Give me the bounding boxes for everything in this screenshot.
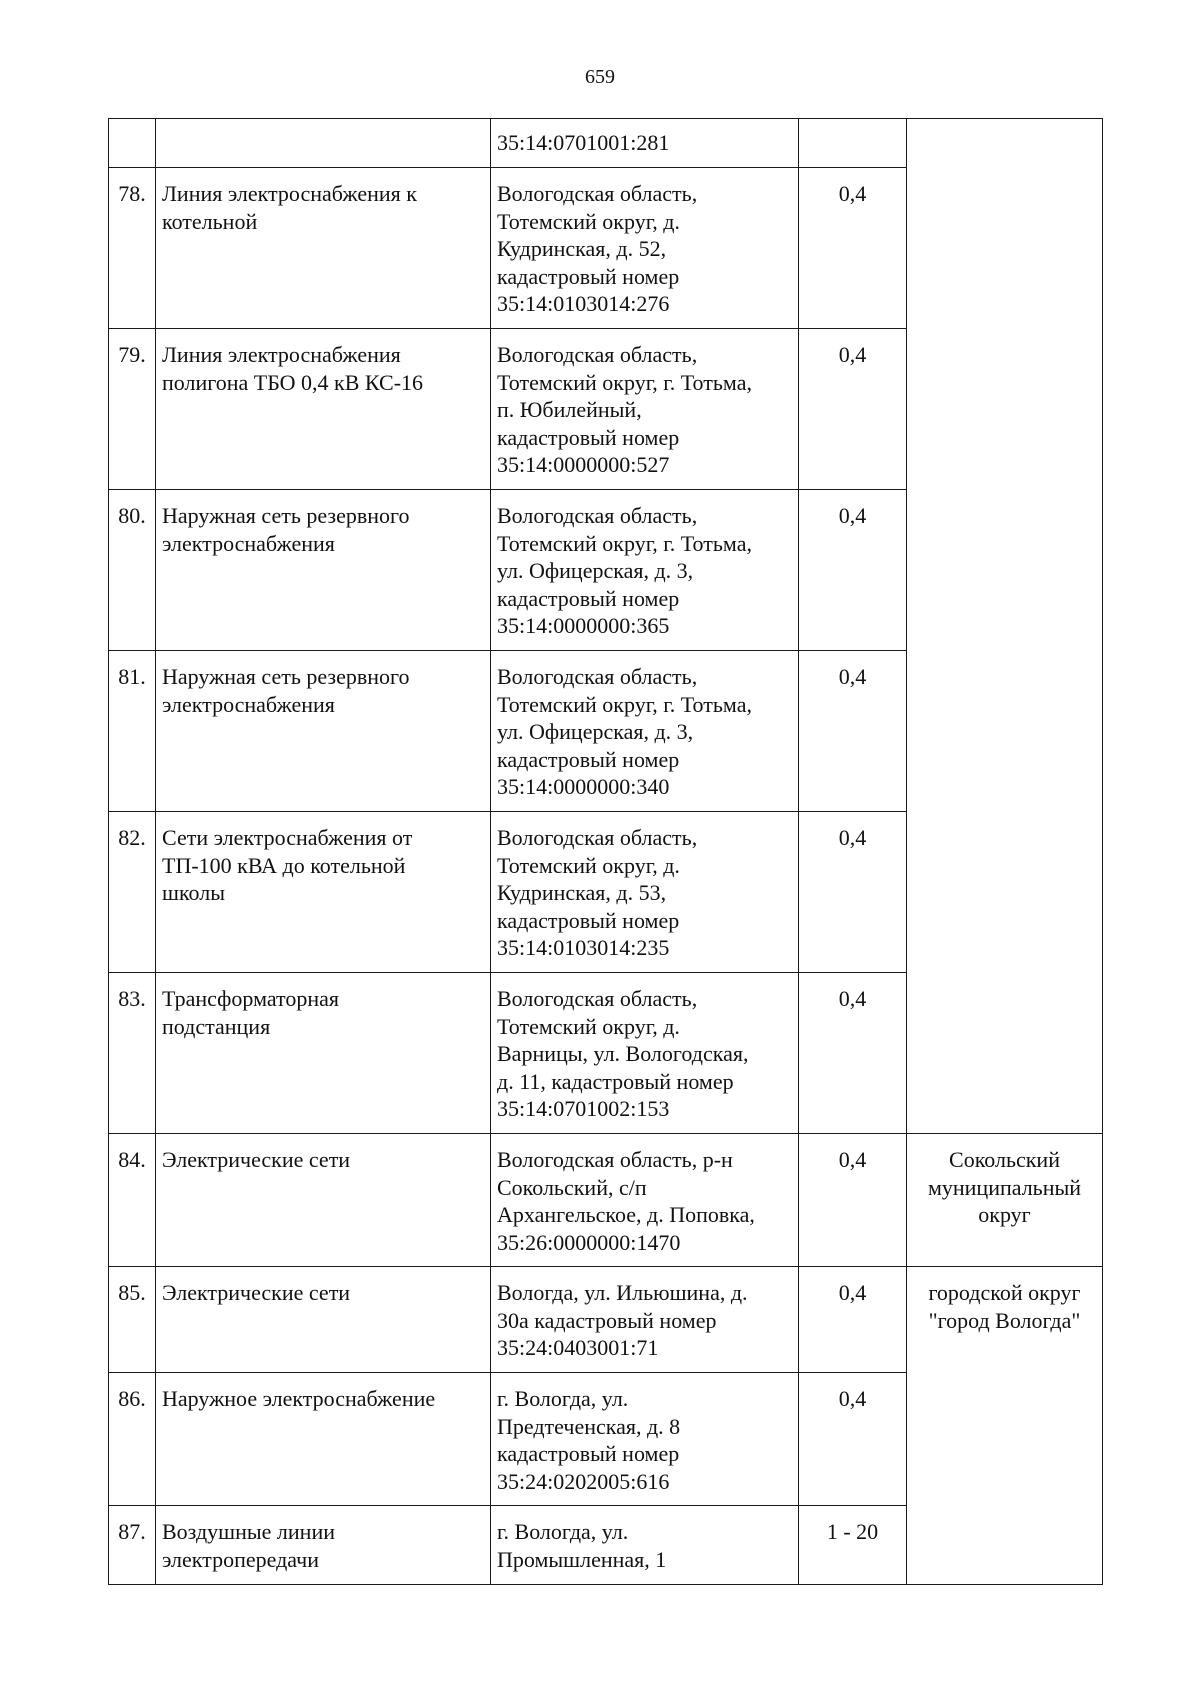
object-name-line: ТП-100 кВА до котельной [162,852,406,878]
object-name-line: подстанция [162,1013,271,1039]
address-cell [491,119,799,168]
num-cell [109,119,156,168]
address-line: ул. Офицерская, д. 3, [497,558,694,583]
address-cell [491,1373,799,1506]
address-cell [491,1267,799,1373]
object-name-line: Наружная сеть резервного [162,664,410,689]
district-cell-empty [907,119,1103,1134]
address-line: Промышленная, 1 [497,1546,667,1572]
address-cell [491,329,799,490]
address-line: 35:14:0103014:235 [497,935,670,960]
table-row [109,1267,1103,1373]
address-line: 35:14:0000000:365 [497,613,670,638]
object-name-cell [156,1267,491,1373]
address-line: Вологодская область, [497,986,698,1011]
voltage-cell: 0,4 [799,1267,907,1373]
address-line: Вологодская область, [497,181,698,206]
address-line: Кудринская, д. 53, [497,880,667,905]
row-number: 85. [109,1267,156,1373]
district-line: округ [978,1202,1031,1227]
voltage-cell: 0,4 [799,651,907,812]
object-name-line: школы [162,880,225,905]
object-name-cell [156,490,491,651]
address-line: кадастровый номер [497,746,680,772]
address-line: г. Вологда, ул. [497,1386,629,1411]
object-name-line: Электрические сети [162,1280,351,1305]
address-line: Кудринская, д. 52, [497,236,667,261]
object-name-line: электроснабжения [162,530,335,556]
object-name-line: котельной [162,208,258,234]
row-number: 83. [109,973,156,1134]
address-line: ул. Офицерская, д. 3, [497,719,694,744]
address-line: 35:24:0202005:616 [497,1468,670,1494]
address-line: кадастровый номер [497,585,680,611]
address-line: Вологда, ул. Ильюшина, д. [497,1280,748,1305]
voltage-cell: 0,4 [799,973,907,1134]
address-line: 35:14:0000000:527 [497,452,670,477]
address-cell [491,168,799,329]
district-cell-sokolsky [907,1134,1103,1267]
object-name-line: Наружное электроснабжение [162,1386,436,1411]
object-name-line: Сети электроснабжения от [162,825,413,850]
address-line: 35:14:0000000:340 [497,774,670,799]
row-number: 86. [109,1373,156,1506]
address-line: кадастровый номер [497,1441,680,1466]
address-line: д. 11, кадастровый номер [497,1068,734,1094]
address-line: 30а кадастровый номер [497,1307,717,1333]
row-number: 81. [109,651,156,812]
address-cell [491,1506,799,1585]
object-name-line: электроснабжения [162,691,335,717]
object-name-line: электропередачи [162,1546,319,1572]
voltage-cell: 0,4 [799,812,907,973]
row-number: 78. [109,168,156,329]
object-name-line: Трансформаторная [162,986,340,1011]
registry-table [108,118,1103,1585]
address-cell [491,812,799,973]
address-line: Тотемский округ, г. Тотьма, [497,530,752,556]
object-name-line: Наружная сеть резервного [162,503,410,528]
object-name-cell [156,973,491,1134]
address-line: Варницы, ул. Вологодская, [497,1041,749,1066]
object-name-cell [156,1134,491,1267]
object-name-cell [156,1373,491,1506]
page-number: 659 [585,66,615,88]
row-number: 80. [109,490,156,651]
address-line: 35:14:0103014:276 [497,291,670,316]
voltage-cell: 0,4 [799,329,907,490]
row-number: 84. [109,1134,156,1267]
name-cell [156,119,491,168]
object-name-cell [156,812,491,973]
object-name-line: Воздушные линии [162,1519,335,1544]
address-line: 35:14:0701002:153 [497,1096,670,1121]
row-number: 87. [109,1506,156,1585]
voltage-cell: 0,4 [799,490,907,651]
district-line: муниципальный [927,1174,1082,1200]
address-line: Тотемский округ, д. [497,852,680,878]
address-line: Тотемский округ, г. Тотьма, [497,691,752,717]
address-line: Вологодская область, [497,342,698,367]
object-name-line: Линия электроснабжения к [162,181,417,206]
object-name-cell [156,329,491,490]
address-line: 35:26:0000000:1470 [497,1229,681,1255]
voltage-cell: 1 - 20 [799,1506,907,1585]
address-line: кадастровый номер [497,424,680,450]
address-line: Вологодская область, [497,664,698,689]
address-cell [491,490,799,651]
address-cell [491,1134,799,1267]
object-name-cell [156,168,491,329]
row-number: 79. [109,329,156,490]
district-line: Сокольский [949,1147,1060,1172]
object-name-cell [156,651,491,812]
object-name-cell [156,1506,491,1585]
address-cell [491,973,799,1134]
district-cell-vologda [907,1267,1103,1585]
district-line: "город Вологда" [928,1307,1081,1333]
address-line: Вологодская область, р-н [497,1147,733,1172]
address-line: Тотемский округ, д. [497,208,680,234]
address-line: 35:14:0701001:281 [497,130,670,155]
object-name-line: Электрические сети [162,1147,351,1172]
voltage-cell: 0,4 [799,1134,907,1267]
district-line: городской округ [928,1280,1081,1305]
address-line: п. Юбилейный, [497,397,642,422]
table-row [109,1134,1103,1267]
address-line: Архангельское, д. Поповка, [497,1202,755,1227]
voltage-cell: 0,4 [799,168,907,329]
address-line: Вологодская область, [497,503,698,528]
address-cell [491,651,799,812]
object-name-line: Линия электроснабжения [162,342,401,367]
address-line: Предтеченская, д. 8 [497,1413,681,1439]
address-line: Тотемский округ, г. Тотьма, [497,369,752,395]
voltage-cell [799,119,907,168]
address-line: кадастровый номер [497,263,680,289]
voltage-cell: 0,4 [799,1373,907,1506]
address-line: Тотемский округ, д. [497,1013,680,1039]
object-name-line: полигона ТБО 0,4 кВ КС-16 [162,369,424,395]
address-line: Сокольский, с/п [497,1174,647,1200]
address-line: Вологодская область, [497,825,698,850]
address-line: кадастровый номер [497,907,680,933]
address-line: 35:24:0403001:71 [497,1335,659,1360]
address-line: г. Вологда, ул. [497,1519,629,1544]
row-number: 82. [109,812,156,973]
table-row-continuation [109,119,1103,168]
